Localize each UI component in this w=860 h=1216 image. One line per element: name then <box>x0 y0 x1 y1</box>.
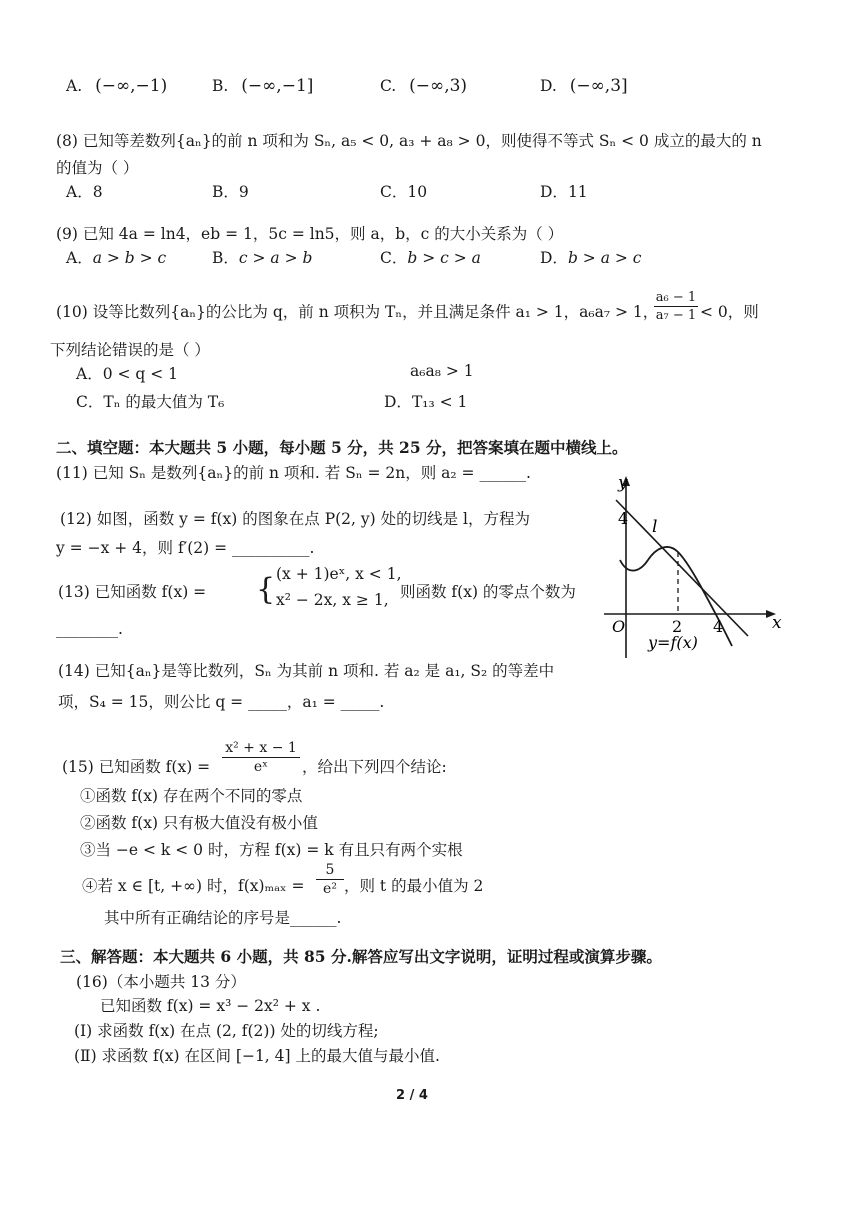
option-label: A． <box>76 365 103 383</box>
option-label: D． <box>540 249 568 267</box>
q15-item-4-suffix: ，则 t 的最小值为 2 <box>344 877 484 895</box>
option-label: C． <box>380 183 408 201</box>
fraction-denominator: a₇ − 1 <box>655 308 697 323</box>
q15-suffix: ，给出下列四个结论: <box>302 758 447 776</box>
x-axis-label: x <box>772 613 782 633</box>
option-label: B. <box>212 77 229 95</box>
option-label: C． <box>76 393 104 411</box>
q8-option-d <box>540 180 588 202</box>
q9-option-d <box>540 246 641 268</box>
q14-stem-line1: (14) 已知{aₙ}是等比数列，Sₙ 为其前 n 项和. 若 a₂ 是 a₁, S₂ 的等差中 <box>58 662 555 680</box>
q8-stem-line2: 的值为（ ） <box>56 159 139 177</box>
q13-case1: (x + 1)eˣ, x < 1, <box>276 565 402 583</box>
q10-fraction <box>654 290 698 323</box>
q8-stem-line1: (8) 已知等差数列{aₙ}的前 n 项和为 Sₙ, a₅ < 0, a₃ + a₈ > 0，则使得不等式 Sₙ < 0 成立的最大的 n <box>56 132 762 150</box>
piecewise-brace: { <box>256 572 276 607</box>
option-label: D． <box>540 183 568 201</box>
q13-blank: ________. <box>56 620 123 638</box>
q7-option-c <box>380 76 467 96</box>
x-tick-2: 2 <box>672 617 683 636</box>
q8-option-c <box>380 180 427 202</box>
option-label: A． <box>66 249 93 267</box>
option-text: (−∞,−1] <box>241 76 314 96</box>
q15-item-2: ②函数 f(x) 只有极大值没有极小值 <box>80 814 318 832</box>
curve-label: y=f(x) <box>648 633 698 652</box>
q15-item-1: ①函数 f(x) 存在两个不同的零点 <box>80 787 303 805</box>
option-text: b > a > c <box>567 249 642 267</box>
tangent-line-l <box>616 500 748 636</box>
q13-case2: x² − 2x, x ≥ 1, <box>276 591 389 609</box>
q14-stem-line2: 项，S₄ = 15，则公比 q = _____，a₁ = _____. <box>58 693 385 711</box>
q7-option-a <box>66 76 167 96</box>
q15-closing: 其中所有正确结论的序号是______. <box>104 909 342 927</box>
section-3-title: 三、解答题：本大题共 6 小题，共 85 分.解答应写出文字说明，证明过程或演算步骤。 <box>60 947 662 966</box>
origin-label: O <box>612 617 626 636</box>
q16-given: 已知函数 f(x) = x³ − 2x² + x . <box>100 997 321 1015</box>
fraction-numerator: 5 <box>316 862 344 880</box>
option-text: 8 <box>92 183 103 201</box>
q13-prefix: (13) 已知函数 f(x) = <box>58 583 207 601</box>
option-text: (−∞,3] <box>569 76 628 96</box>
q15-fraction <box>222 740 300 775</box>
option-text: (−∞,3) <box>409 76 468 96</box>
option-text: a > b > c <box>92 249 167 267</box>
fraction-denominator: e² <box>323 881 337 897</box>
fraction-numerator: x² + x − 1 <box>222 740 300 758</box>
q12-stem-line1: (12) 如图，函数 y = f(x) 的图象在点 P(2, y) 处的切线是 l，方程为 <box>60 510 531 528</box>
function-graph-figure <box>598 470 788 670</box>
q10-stem-line2: 下列结论错误的是（ ） <box>50 341 210 359</box>
q10-stem-line1-suffix: < 0，则 <box>700 303 759 321</box>
option-text: 10 <box>407 183 428 201</box>
q16-part-2: (Ⅱ) 求函数 f(x) 在区间 [−1, 4] 上的最大值与最小值. <box>74 1047 440 1065</box>
page-number: 2 / 4 <box>396 1088 428 1103</box>
q15-prefix: (15) 已知函数 f(x) = <box>62 758 211 776</box>
option-label: B． <box>212 183 239 201</box>
line-l-label: l <box>652 517 658 537</box>
q10-option-a <box>76 362 178 384</box>
option-label: B． <box>212 249 239 267</box>
q12-stem-line2: y = −x + 4，则 f′(2) = __________. <box>56 539 315 557</box>
q10-option-b <box>410 362 474 380</box>
q9-option-a <box>66 246 166 268</box>
section-2-title: 二、填空题：本大题共 5 小题，每小题 5 分，共 25 分，把答案填在题中横线上。 <box>56 438 628 457</box>
q9-option-c <box>380 246 481 268</box>
option-label: D. <box>540 77 557 95</box>
q15-item-4-fraction <box>316 862 344 897</box>
q10-stem-line1-prefix: (10) 设等比数列{aₙ}的公比为 q，前 n 项积为 Tₙ，并且满足条件 a₁ > 1，a₆a₇ > 1， <box>56 303 659 321</box>
option-text: a₆a₈ > 1 <box>410 362 474 380</box>
option-text: T₁₃ < 1 <box>411 393 468 411</box>
option-label: A. <box>66 77 83 95</box>
q13-suffix: 则函数 f(x) 的零点个数为 <box>400 583 576 601</box>
q16-header: (16)（本小题共 13 分） <box>76 973 246 991</box>
option-text: 9 <box>238 183 249 201</box>
q16-part-1: (Ⅰ) 求函数 f(x) 在点 (2, f(2)) 处的切线方程; <box>74 1022 379 1040</box>
y-axis-label: y <box>618 473 628 493</box>
q7-option-d <box>540 76 628 96</box>
x-tick-4: 4 <box>713 617 724 636</box>
q8-option-a <box>66 180 103 202</box>
q8-option-b <box>212 180 249 202</box>
option-text: c > a > b <box>238 249 313 267</box>
q15-item-3: ③当 −e < k < 0 时，方程 f(x) = k 有且只有两个实根 <box>80 841 463 859</box>
fraction-denominator: eˣ <box>253 759 269 775</box>
q9-option-b <box>212 246 312 268</box>
q15-item-4-prefix: ④若 x ∈ [t, +∞) 时，f(x)ₘₐₓ = <box>82 877 305 895</box>
y-tick-4: 4 <box>618 509 629 528</box>
q9-stem: (9) 已知 4a = ln4，eb = 1，5c = ln5，则 a，b，c 的大小关系为（ ） <box>56 225 564 243</box>
option-label: D． <box>384 393 412 411</box>
option-text: b > c > a <box>407 249 481 267</box>
option-text: (−∞,−1) <box>95 76 168 96</box>
option-label: C. <box>380 77 397 95</box>
option-label: C． <box>380 249 408 267</box>
q10-option-c <box>76 390 224 412</box>
option-label: A． <box>66 183 93 201</box>
option-text: 0 < q < 1 <box>102 365 179 383</box>
q10-option-d <box>384 390 467 412</box>
option-text: Tₙ 的最大值为 T₆ <box>103 393 225 411</box>
q11-stem: (11) 已知 Sₙ 是数列{aₙ}的前 n 项和. 若 Sₙ = 2n，则 a₂ = ______. <box>56 464 531 482</box>
q7-option-b <box>212 76 313 96</box>
fraction-numerator: a₆ − 1 <box>655 290 697 305</box>
option-text: 11 <box>567 183 588 201</box>
